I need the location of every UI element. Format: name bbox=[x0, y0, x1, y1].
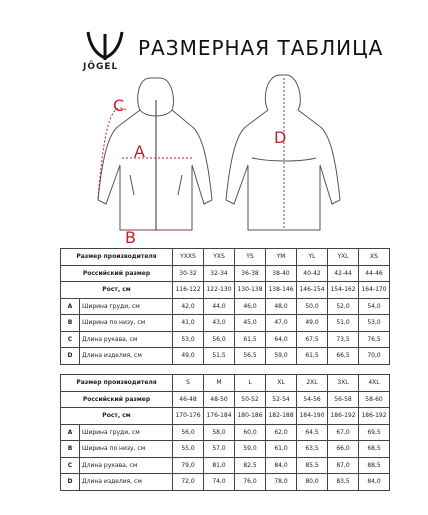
label-b: B bbox=[125, 228, 136, 247]
table-row bbox=[61, 457, 390, 474]
table-cell: 138-146 bbox=[266, 282, 297, 299]
table-cell: 69,5 bbox=[359, 424, 390, 441]
row-header: Размер производителя bbox=[61, 249, 173, 266]
table-cell: 48-50 bbox=[204, 391, 235, 408]
label-d: D bbox=[274, 128, 287, 147]
table-cell: 88,5 bbox=[359, 457, 390, 474]
table-cell: 47,0 bbox=[266, 315, 297, 332]
row-header: Рост, см bbox=[61, 408, 173, 425]
table-row bbox=[61, 315, 390, 332]
table-cell: 130-138 bbox=[235, 282, 266, 299]
table-header-row bbox=[61, 391, 390, 408]
table-cell: 54-56 bbox=[297, 391, 328, 408]
table-cell: 48,0 bbox=[266, 298, 297, 315]
label-c: C bbox=[113, 96, 125, 115]
table-cell: 49,0 bbox=[173, 348, 204, 365]
measure-name: Ширина по низу, см bbox=[80, 315, 173, 332]
measure-name: Ширина по низу, см bbox=[80, 441, 173, 458]
table-cell: 63,5 bbox=[297, 441, 328, 458]
table-cell: 186-192 bbox=[359, 408, 390, 425]
measure-letter: C bbox=[61, 331, 80, 348]
row-header: Размер производителя bbox=[61, 375, 173, 392]
table-cell: S bbox=[173, 375, 204, 392]
table-cell: 122-130 bbox=[204, 282, 235, 299]
row-header: Рост, см bbox=[61, 282, 173, 299]
table-row bbox=[61, 348, 390, 365]
table-row bbox=[61, 298, 390, 315]
table-cell: 62,0 bbox=[266, 424, 297, 441]
table-cell: 44,0 bbox=[204, 298, 235, 315]
table-cell: 180-186 bbox=[235, 408, 266, 425]
table-cell: 2XL bbox=[297, 375, 328, 392]
table-header-row bbox=[61, 282, 390, 299]
measure-letter: A bbox=[61, 424, 80, 441]
table-cell: 60,0 bbox=[235, 424, 266, 441]
table-cell: 170-176 bbox=[173, 408, 204, 425]
measure-letter: B bbox=[61, 441, 80, 458]
table-cell: 41,0 bbox=[173, 315, 204, 332]
table-cell: 51,0 bbox=[328, 315, 359, 332]
table-cell: 52,0 bbox=[328, 298, 359, 315]
table-header-row bbox=[61, 408, 390, 425]
table-cell: 42-44 bbox=[328, 265, 359, 282]
table-cell: 53,0 bbox=[173, 331, 204, 348]
table-cell: 182-188 bbox=[266, 408, 297, 425]
table-cell: 58-60 bbox=[359, 391, 390, 408]
measure-letter: B bbox=[61, 315, 80, 332]
table-cell: 53,0 bbox=[359, 315, 390, 332]
measure-name: Ширина груди, см bbox=[80, 424, 173, 441]
table-cell: 61,5 bbox=[297, 348, 328, 365]
table-cell: 43,0 bbox=[204, 315, 235, 332]
table-cell: 4XL bbox=[359, 375, 390, 392]
table-cell: 44-46 bbox=[359, 265, 390, 282]
table-cell: 54,0 bbox=[359, 298, 390, 315]
table-cell: 78,0 bbox=[266, 474, 297, 491]
measure-letter: D bbox=[61, 348, 80, 365]
table-row bbox=[61, 331, 390, 348]
table-cell: 116-122 bbox=[173, 282, 204, 299]
table-cell: 80,0 bbox=[297, 474, 328, 491]
label-a: A bbox=[134, 142, 145, 161]
table-cell: 49,0 bbox=[297, 315, 328, 332]
table-cell: 56,5 bbox=[235, 348, 266, 365]
table-cell: 176-184 bbox=[204, 408, 235, 425]
table-header-row bbox=[61, 265, 390, 282]
table-cell: 164-170 bbox=[359, 282, 390, 299]
table-cell: 66,0 bbox=[328, 441, 359, 458]
table-cell: 42,0 bbox=[173, 298, 204, 315]
table-cell: 83,5 bbox=[328, 474, 359, 491]
table-cell: 184-190 bbox=[297, 408, 328, 425]
table-cell: 64,0 bbox=[266, 331, 297, 348]
table-cell: 55,0 bbox=[173, 441, 204, 458]
table-cell: 56-58 bbox=[328, 391, 359, 408]
table-cell: 36-38 bbox=[235, 265, 266, 282]
measure-letter: A bbox=[61, 298, 80, 315]
page-title: РАЗМЕРНАЯ ТАБЛИЦА bbox=[138, 36, 384, 60]
table-cell: 58,0 bbox=[204, 424, 235, 441]
table-header-row bbox=[61, 375, 390, 392]
row-header: Российский размер bbox=[61, 265, 173, 282]
table-cell: 76,5 bbox=[359, 331, 390, 348]
table-row bbox=[61, 424, 390, 441]
table-cell: 59,0 bbox=[266, 348, 297, 365]
table-cell: 46,0 bbox=[235, 298, 266, 315]
table-cell: 73,5 bbox=[328, 331, 359, 348]
table-cell: 186-192 bbox=[328, 408, 359, 425]
table-cell: 61,0 bbox=[266, 441, 297, 458]
table-cell: 68,5 bbox=[359, 441, 390, 458]
table-cell: 64,5 bbox=[297, 424, 328, 441]
table-cell: 84,0 bbox=[266, 457, 297, 474]
table-cell: 46-48 bbox=[173, 391, 204, 408]
brand-name: JÖGEL bbox=[83, 62, 119, 72]
size-table-youth bbox=[60, 248, 390, 365]
table-cell: YXXS bbox=[173, 249, 204, 266]
table-cell: YM bbox=[266, 249, 297, 266]
table-cell: L bbox=[235, 375, 266, 392]
table-cell: 40-42 bbox=[297, 265, 328, 282]
row-header: Российский размер bbox=[61, 391, 173, 408]
measure-name: Длина рукава, см bbox=[80, 457, 173, 474]
table-cell: 76,0 bbox=[235, 474, 266, 491]
table-cell: 84,0 bbox=[359, 474, 390, 491]
table-cell: 70,0 bbox=[359, 348, 390, 365]
measure-name: Длина изделия, см bbox=[80, 348, 173, 365]
table-cell: 154-162 bbox=[328, 282, 359, 299]
table-cell: YS bbox=[235, 249, 266, 266]
table-cell: 52-54 bbox=[266, 391, 297, 408]
table-row bbox=[61, 441, 390, 458]
table-cell: M bbox=[204, 375, 235, 392]
table-cell: 3XL bbox=[328, 375, 359, 392]
table-cell: XS bbox=[359, 249, 390, 266]
table-header-row bbox=[61, 249, 390, 266]
table-cell: 67,5 bbox=[297, 331, 328, 348]
table-cell: YXS bbox=[204, 249, 235, 266]
table-cell: YXL bbox=[328, 249, 359, 266]
table-cell: 146-154 bbox=[297, 282, 328, 299]
table-cell: 61,5 bbox=[235, 331, 266, 348]
table-cell: 32-34 bbox=[204, 265, 235, 282]
table-cell: 85,5 bbox=[297, 457, 328, 474]
measure-name: Ширина груди, см bbox=[80, 298, 173, 315]
table-cell: 66,5 bbox=[328, 348, 359, 365]
table-cell: 81,0 bbox=[204, 457, 235, 474]
measure-letter: D bbox=[61, 474, 80, 491]
table-cell: XL bbox=[266, 375, 297, 392]
table-cell: 72,0 bbox=[173, 474, 204, 491]
table-cell: 38-40 bbox=[266, 265, 297, 282]
table-cell: 50-52 bbox=[235, 391, 266, 408]
table-cell: YL bbox=[297, 249, 328, 266]
table-cell: 79,0 bbox=[173, 457, 204, 474]
table-cell: 50,0 bbox=[297, 298, 328, 315]
table-cell: 57,0 bbox=[204, 441, 235, 458]
table-cell: 51,5 bbox=[204, 348, 235, 365]
table-cell: 30-32 bbox=[173, 265, 204, 282]
table-cell: 45,0 bbox=[235, 315, 266, 332]
measure-letter: C bbox=[61, 457, 80, 474]
measure-name: Длина изделия, см bbox=[80, 474, 173, 491]
table-cell: 56,0 bbox=[173, 424, 204, 441]
measure-name: Длина рукава, см bbox=[80, 331, 173, 348]
table-cell: 59,0 bbox=[235, 441, 266, 458]
table-cell: 56,0 bbox=[204, 331, 235, 348]
size-table-adult bbox=[60, 374, 390, 491]
table-cell: 82,5 bbox=[235, 457, 266, 474]
table-cell: 74,0 bbox=[204, 474, 235, 491]
table-cell: 87,0 bbox=[328, 457, 359, 474]
table-row bbox=[61, 474, 390, 491]
table-cell: 67,0 bbox=[328, 424, 359, 441]
